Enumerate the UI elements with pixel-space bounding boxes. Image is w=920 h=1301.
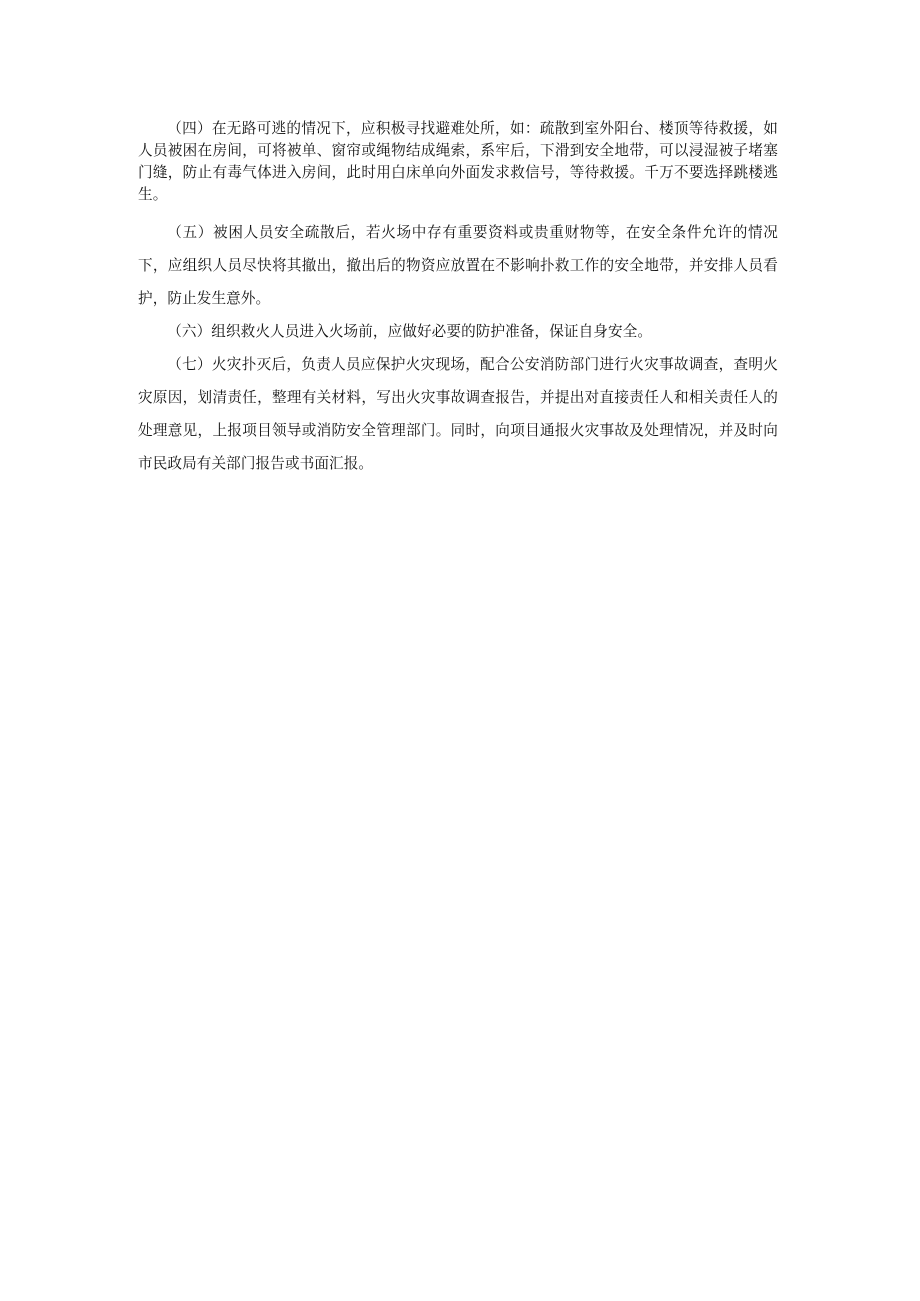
paragraph-4: （四）在无路可逃的情况下，应积极寻找避难处所，如：疏散到室外阳台、楼顶等待救援，如人员被困在房间，可将被单、窗帘或绳物结成绳索，系牢后，下滑到安全地带，可以浸湿被子堵塞门缝，防止有毒气体进入房间，此时用白床单向外面发求救信号，等待救援。千万不要选择跳楼逃生。 <box>138 120 778 203</box>
document-body <box>138 118 778 480</box>
paragraph-7: （七）火灾扑灭后，负责人员应保护火灾现场，配合公安消防部门进行火灾事故调查，查明火灾原因，划清责任，整理有关材料，写出火灾事故调查报告，并提出对直接责任人和相关责任人的处理意见，上报项目领导或消防安全管理部门。同时，向项目通报火灾事故及处理情况，并及时向市民政局有关部门报告或书面汇报。 <box>138 356 778 472</box>
paragraph-5: （五）被困人员安全疏散后，若火场中存有重要资料或贵重财物等，在安全条件允许的情况下，应组织人员尽快将其撤出，撤出后的物资应放置在不影响扑救工作的安全地带，并安排人员看护，防止发生意外。 <box>138 224 778 307</box>
paragraph-6: （六）组织救火人员进入火场前，应做好必要的防护准备，保证自身安全。 <box>167 323 653 340</box>
